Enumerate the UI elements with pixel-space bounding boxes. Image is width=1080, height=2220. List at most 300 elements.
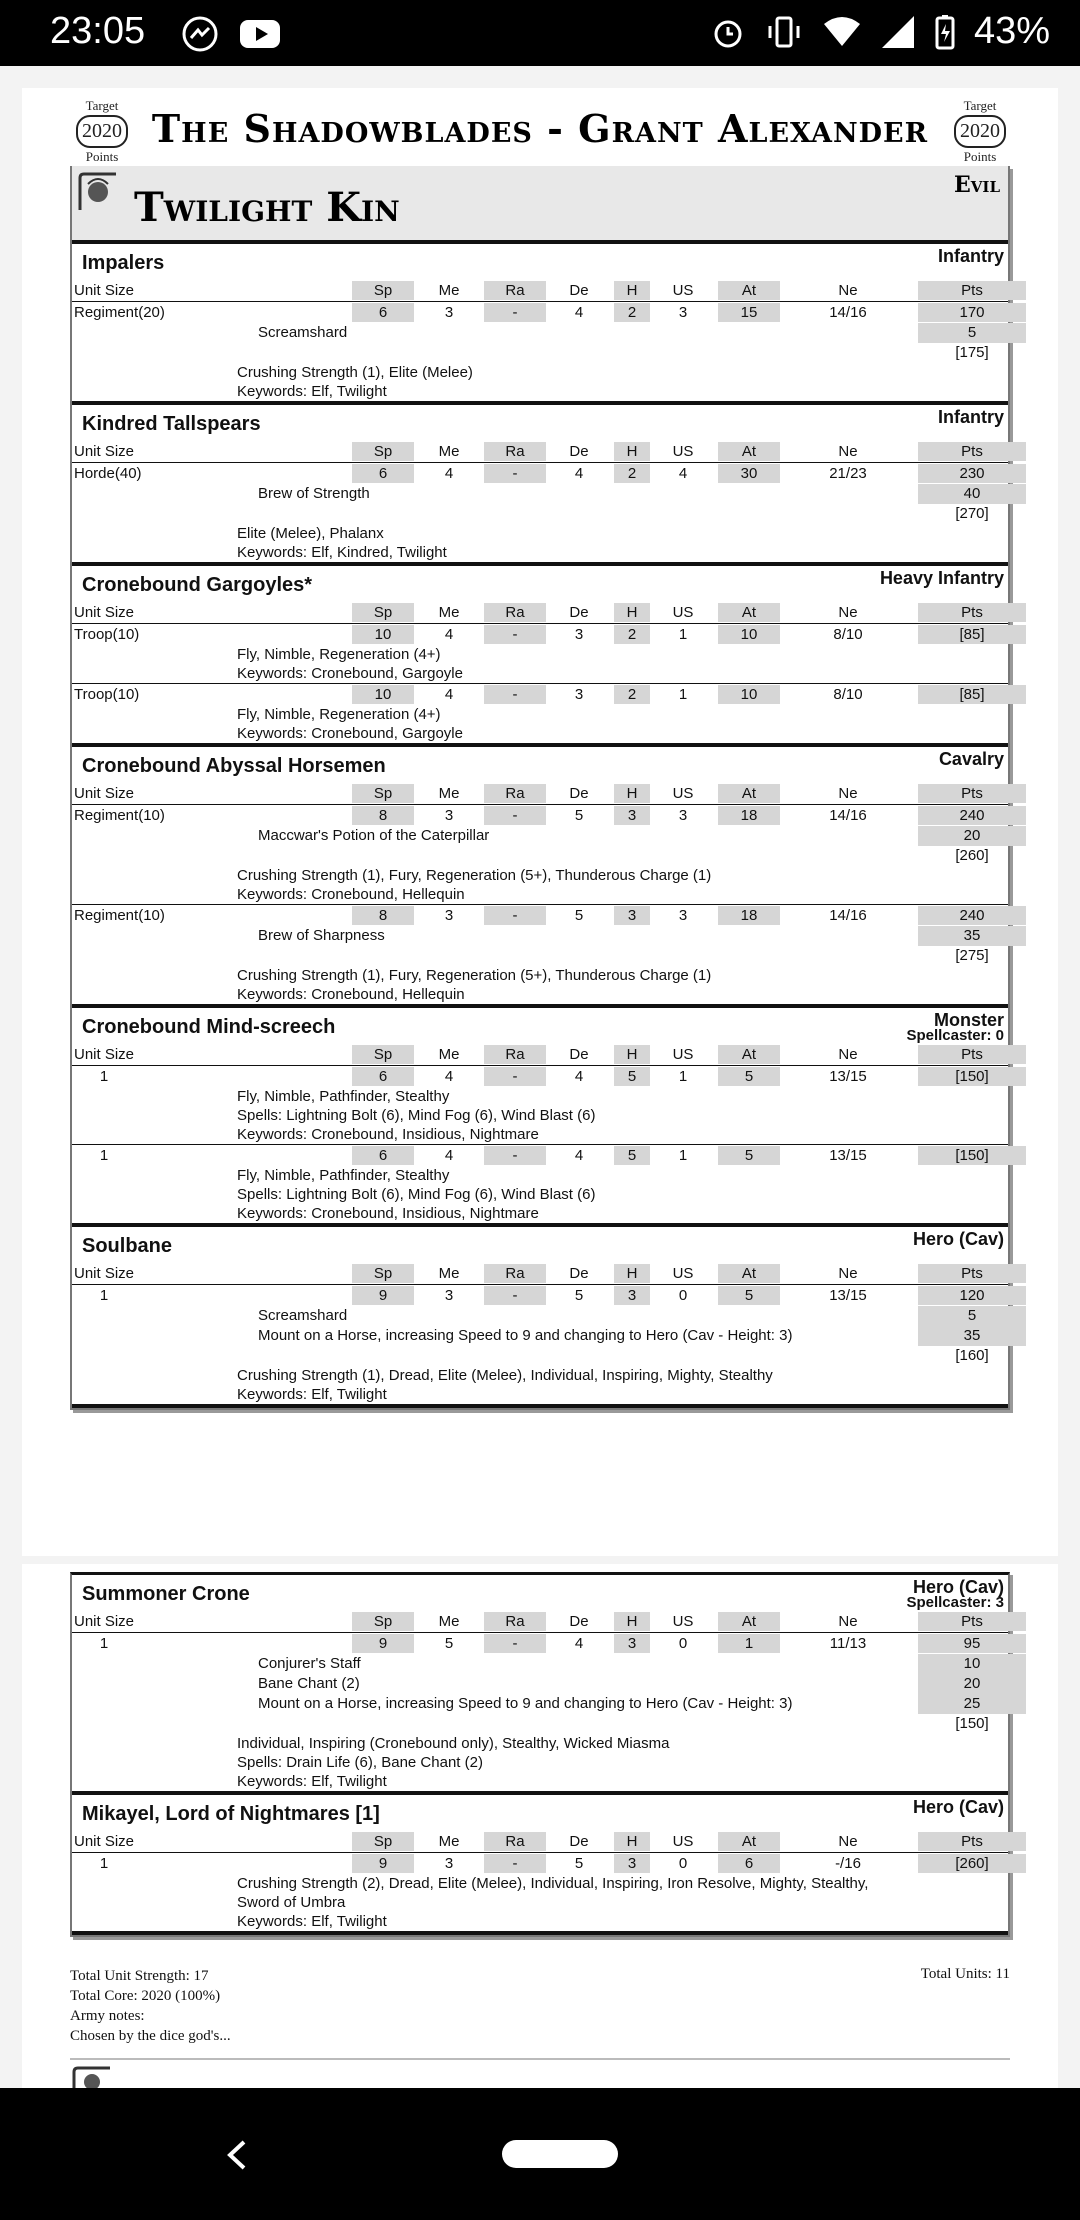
- stat-us: 1: [678, 1147, 688, 1164]
- special-rules: [72, 866, 1008, 904]
- column-header-ra: Ra: [484, 1612, 546, 1631]
- column-header-us: US: [672, 282, 694, 299]
- rule-line: Crushing Strength (1), Dread, Elite (Melee), Individual, Inspiring, Mighty, Stealthy: [237, 1367, 773, 1384]
- stat-ra: -: [484, 1067, 546, 1086]
- unit-header: [72, 566, 1008, 602]
- upgrade-item: [72, 484, 1008, 504]
- unit-card: [72, 747, 1008, 1008]
- unit-name: Cronebound Abyssal Horsemen: [82, 755, 386, 777]
- unit-name: Cronebound Mind-screech: [82, 1016, 336, 1038]
- column-header-us: US: [672, 443, 694, 460]
- signal-icon: [880, 14, 916, 50]
- battery-percent: 43%: [973, 10, 1050, 52]
- stat-ra: -: [484, 1634, 546, 1653]
- column-header-ra: Ra: [484, 1832, 546, 1851]
- column-header-at: At: [718, 603, 780, 622]
- total-unit-strength: Total Unit Strength: 17: [70, 1968, 209, 1984]
- column-header-pts: Pts: [918, 1045, 1026, 1064]
- stat-ra: -: [484, 303, 546, 322]
- stat-size: 1: [99, 1068, 109, 1085]
- stat-me: 3: [444, 1287, 454, 1304]
- home-pill-button[interactable]: [502, 2140, 618, 2168]
- stat-header-row: [72, 1611, 1008, 1633]
- stat-pts: [85]: [918, 625, 1026, 644]
- stat-me: 4: [444, 465, 454, 482]
- rule-line: Fly, Nimble, Regeneration (4+): [237, 646, 441, 663]
- rule-line: Spells: Lightning Bolt (6), Mind Fog (6), Wind Blast (6): [237, 1186, 596, 1203]
- special-rules: [72, 1734, 1008, 1791]
- total-points: [160]: [955, 1347, 989, 1364]
- stat-h: 3: [614, 806, 650, 825]
- wifi-icon: [822, 14, 862, 50]
- column-header-pts: Pts: [918, 442, 1026, 461]
- stat-size: Troop(10): [74, 686, 140, 703]
- column-header-de: De: [569, 1046, 589, 1063]
- stat-me: 3: [444, 1855, 454, 1872]
- stat-header-row: [72, 441, 1008, 463]
- stat-sp: 6: [352, 464, 414, 483]
- unit-header: [72, 1795, 1008, 1831]
- unit-name: Kindred Tallspears: [82, 413, 261, 435]
- total-points: [175]: [955, 344, 989, 361]
- unit-type: [913, 1231, 1004, 1247]
- stat-ne: 14/16: [829, 907, 867, 924]
- stat-me: 4: [444, 1068, 454, 1085]
- stat-us: 0: [678, 1287, 688, 1304]
- upgrade-item: [72, 1326, 1008, 1346]
- stat-de: 5: [574, 1287, 584, 1304]
- column-header-h: H: [614, 1612, 650, 1631]
- column-header-ra: Ra: [484, 281, 546, 300]
- army-notes: Chosen by the dice god's...: [70, 2028, 231, 2044]
- stat-row: [72, 805, 1008, 826]
- unit-card: [72, 566, 1008, 747]
- stat-ne: 8/10: [833, 686, 863, 703]
- rule-line: Keywords: Cronebound, Hellequin: [237, 986, 465, 1003]
- column-header-de: De: [569, 282, 589, 299]
- rule-line: Keywords: Cronebound, Gargoyle: [237, 725, 463, 742]
- special-rules: [72, 1087, 1008, 1144]
- stat-h: 2: [614, 685, 650, 704]
- column-header-at: At: [718, 1045, 780, 1064]
- column-header-ra: Ra: [484, 1264, 546, 1283]
- rule-line: Spells: Lightning Bolt (6), Mind Fog (6), Wind Blast (6): [237, 1107, 596, 1124]
- column-header-sp: Sp: [352, 442, 414, 461]
- stat-us: 1: [678, 1068, 688, 1085]
- column-header-pts: Pts: [918, 1612, 1026, 1631]
- stat-ra: -: [484, 1146, 546, 1165]
- stat-at: 10: [718, 625, 780, 644]
- upgrade-name: Maccwar's Potion of the Caterpillar: [258, 827, 490, 844]
- upgrade-points: 20: [918, 826, 1026, 846]
- upgrade-item: [72, 1306, 1008, 1326]
- upgrade-item: [72, 323, 1008, 343]
- stat-me: 3: [444, 907, 454, 924]
- rule-line: Crushing Strength (1), Fury, Regeneration (5+), Thunderous Charge (1): [237, 967, 712, 984]
- entry-total: [72, 946, 1008, 966]
- upgrade-name: Brew of Strength: [258, 485, 370, 502]
- unit-header: [72, 244, 1008, 280]
- column-header-ne: Ne: [838, 443, 858, 460]
- upgrade-name: Mount on a Horse, increasing Speed to 9 and changing to Hero (Cav - Height: 3): [258, 1695, 793, 1712]
- column-header-sp: Sp: [352, 281, 414, 300]
- stat-h: 5: [614, 1067, 650, 1086]
- divider: [70, 2058, 1010, 2060]
- rule-line: Keywords: Elf, Kindred, Twilight: [237, 544, 447, 561]
- stat-ra: -: [484, 1854, 546, 1873]
- stat-sp: 9: [352, 1286, 414, 1305]
- stat-row: [72, 1853, 1008, 1874]
- youtube-icon: [238, 14, 282, 54]
- stat-sp: 9: [352, 1854, 414, 1873]
- upgrade-points: 40: [918, 484, 1026, 504]
- column-header-ne: Ne: [838, 1046, 858, 1063]
- unit-type: [906, 1012, 1004, 1044]
- column-header-me: Me: [438, 282, 460, 299]
- unit-type-label: Cavalry: [938, 749, 1004, 769]
- special-rules: [72, 524, 1008, 562]
- stat-at: 5: [718, 1146, 780, 1165]
- column-header-me: Me: [438, 443, 460, 460]
- column-header-ra: Ra: [484, 442, 546, 461]
- stat-me: 3: [444, 304, 454, 321]
- rule-line: Keywords: Elf, Twilight: [237, 1913, 387, 1930]
- upgrade-points: 5: [918, 1306, 1026, 1326]
- total-points: [150]: [955, 1715, 989, 1732]
- army-totals: [70, 1966, 231, 2046]
- messenger-icon: [180, 14, 220, 54]
- stat-header-row: [72, 602, 1008, 624]
- stat-at: 5: [718, 1067, 780, 1086]
- column-header-us: US: [672, 604, 694, 621]
- points-label: Points: [85, 149, 119, 164]
- rule-line: Crushing Strength (1), Elite (Melee): [237, 364, 473, 381]
- stat-de: 4: [574, 465, 584, 482]
- stat-us: 0: [678, 1855, 688, 1872]
- unit-type-label: Monster: [933, 1010, 1004, 1030]
- upgrade-points: 5: [918, 323, 1026, 343]
- stat-ne: 14/16: [829, 807, 867, 824]
- spellcaster-level: Spellcaster: 0: [906, 1027, 1004, 1044]
- special-rules: [72, 966, 1008, 1004]
- unit-card: [72, 1795, 1008, 1935]
- stat-us: 3: [678, 304, 688, 321]
- column-header-me: Me: [438, 1265, 460, 1282]
- stat-row: [72, 463, 1008, 484]
- column-header-h: H: [614, 603, 650, 622]
- column-header-sp: Sp: [352, 1045, 414, 1064]
- upgrade-points: 20: [918, 1674, 1026, 1694]
- stat-ne: 8/10: [833, 626, 863, 643]
- stat-ra: -: [484, 625, 546, 644]
- target-label: Target: [963, 98, 997, 113]
- column-header-at: At: [718, 1612, 780, 1631]
- stat-ra: -: [484, 464, 546, 483]
- stat-sp: 10: [352, 685, 414, 704]
- entry-total: [72, 343, 1008, 363]
- entry-total: [72, 846, 1008, 866]
- column-header-size: Unit Size: [74, 443, 135, 460]
- stat-h: 3: [614, 1854, 650, 1873]
- column-header-sp: Sp: [352, 1612, 414, 1631]
- unit-card: [72, 244, 1008, 405]
- stat-row: [72, 1285, 1008, 1306]
- column-header-h: H: [614, 1264, 650, 1283]
- stat-header-row: [72, 1263, 1008, 1285]
- system-icons: [710, 10, 1050, 53]
- column-header-ra: Ra: [484, 603, 546, 622]
- rule-line: Crushing Strength (2), Dread, Elite (Melee), Individual, Inspiring, Iron Resolve, Mighty, Stealthy,: [237, 1875, 869, 1892]
- column-header-sp: Sp: [352, 784, 414, 803]
- army-frame: [70, 166, 1010, 1410]
- column-header-me: Me: [438, 1833, 460, 1850]
- stat-h: 2: [614, 464, 650, 483]
- rule-line: Keywords: Cronebound, Gargoyle: [237, 665, 463, 682]
- column-header-h: H: [614, 281, 650, 300]
- unit-card: [72, 405, 1008, 566]
- column-header-ne: Ne: [838, 604, 858, 621]
- stat-size: Regiment(10): [74, 907, 165, 924]
- stat-at: 30: [718, 464, 780, 483]
- stat-size: 1: [99, 1855, 109, 1872]
- spellcaster-level: Spellcaster: 3: [906, 1594, 1004, 1611]
- stat-de: 4: [574, 1147, 584, 1164]
- stat-row: [72, 684, 1008, 705]
- target-value: 2020: [954, 115, 1006, 148]
- upgrade-points: 10: [918, 1654, 1026, 1674]
- unit-header: [72, 1008, 1008, 1044]
- unit-type-label: Heavy Infantry: [879, 568, 1004, 588]
- special-rules: [72, 1166, 1008, 1223]
- unit-list-continued: [72, 1575, 1008, 1935]
- special-rules: [72, 705, 1008, 743]
- stat-at: 5: [718, 1286, 780, 1305]
- unit-name: Mikayel, Lord of Nightmares [1]: [82, 1803, 380, 1825]
- unit-type-label: Hero (Cav): [912, 1577, 1004, 1597]
- stat-me: 4: [444, 626, 454, 643]
- stat-header-row: [72, 1044, 1008, 1066]
- rule-line: Keywords: Elf, Twilight: [237, 1773, 387, 1790]
- stat-ne: 21/23: [829, 465, 867, 482]
- unit-type: [913, 1799, 1004, 1815]
- stat-size: Horde(40): [74, 465, 142, 482]
- stat-de: 5: [574, 907, 584, 924]
- rule-line: Keywords: Elf, Twilight: [237, 383, 387, 400]
- unit-name: Summoner Crone: [82, 1583, 250, 1605]
- column-header-sp: Sp: [352, 1832, 414, 1851]
- column-header-ne: Ne: [838, 282, 858, 299]
- stat-pts: 230: [918, 464, 1026, 483]
- stat-h: 3: [614, 1286, 650, 1305]
- column-header-at: At: [718, 1832, 780, 1851]
- rule-line: Keywords: Cronebound, Hellequin: [237, 886, 465, 903]
- column-header-at: At: [718, 1264, 780, 1283]
- stat-sp: 6: [352, 303, 414, 322]
- stat-us: 3: [678, 907, 688, 924]
- upgrade-item: [72, 1674, 1008, 1694]
- unit-type: [939, 751, 1004, 767]
- stat-header-row: [72, 783, 1008, 805]
- stat-de: 4: [574, 1635, 584, 1652]
- stat-me: 4: [444, 686, 454, 703]
- upgrade-item: [72, 1694, 1008, 1714]
- unit-header: [72, 1227, 1008, 1263]
- special-rules: [72, 363, 1008, 401]
- column-header-h: H: [614, 1045, 650, 1064]
- column-header-at: At: [718, 442, 780, 461]
- ornament-icon: [76, 170, 122, 216]
- column-header-de: De: [569, 1613, 589, 1630]
- stat-h: 3: [614, 906, 650, 925]
- column-header-size: Unit Size: [74, 1046, 135, 1063]
- column-header-us: US: [672, 1833, 694, 1850]
- rule-line: Individual, Inspiring (Cronebound only), Stealthy, Wicked Miasma: [237, 1735, 670, 1752]
- column-header-h: H: [614, 784, 650, 803]
- stat-at: 18: [718, 906, 780, 925]
- column-header-pts: Pts: [918, 603, 1026, 622]
- stat-row: [72, 905, 1008, 926]
- stat-ne: -/16: [835, 1855, 861, 1872]
- unit-name: Cronebound Gargoyles*: [82, 574, 313, 596]
- special-rules: [72, 645, 1008, 683]
- stat-de: 5: [574, 1855, 584, 1872]
- stat-pts: 120: [918, 1286, 1026, 1305]
- unit-type-label: Infantry: [937, 407, 1004, 427]
- stat-size: 1: [99, 1635, 109, 1652]
- rule-line: Spells: Drain Life (6), Bane Chant (2): [237, 1754, 483, 1771]
- stat-sp: 6: [352, 1146, 414, 1165]
- army-header: [72, 166, 1008, 244]
- column-header-h: H: [614, 1832, 650, 1851]
- column-header-de: De: [569, 604, 589, 621]
- stat-ne: 13/15: [829, 1068, 867, 1085]
- column-header-pts: Pts: [918, 1264, 1026, 1283]
- stat-h: 3: [614, 1634, 650, 1653]
- column-header-ra: Ra: [484, 784, 546, 803]
- stat-sp: 6: [352, 1067, 414, 1086]
- unit-header: [72, 1575, 1008, 1611]
- stat-us: 1: [678, 686, 688, 703]
- unit-type: [880, 570, 1004, 586]
- army-alignment: Evil: [954, 172, 1000, 198]
- stat-h: 2: [614, 303, 650, 322]
- total-points: [275]: [955, 947, 989, 964]
- upgrade-item: [72, 826, 1008, 846]
- target-value: 2020: [76, 115, 128, 148]
- unit-header: [72, 747, 1008, 783]
- points-label: Points: [963, 149, 997, 164]
- stat-us: 1: [678, 626, 688, 643]
- document-page-1: [22, 88, 1058, 1556]
- upgrade-name: Conjurer's Staff: [258, 1655, 361, 1672]
- stat-sp: 10: [352, 625, 414, 644]
- stat-size: 1: [99, 1287, 109, 1304]
- rule-line: Fly, Nimble, Regeneration (4+): [237, 706, 441, 723]
- stat-size: Regiment(20): [74, 304, 165, 321]
- column-header-sp: Sp: [352, 1264, 414, 1283]
- unit-list: [72, 244, 1008, 1408]
- unit-card: [72, 1227, 1008, 1408]
- stat-de: 4: [574, 1068, 584, 1085]
- unit-type-label: Hero (Cav): [912, 1229, 1004, 1249]
- stat-me: 5: [444, 1635, 454, 1652]
- stat-ra: -: [484, 806, 546, 825]
- upgrade-name: Mount on a Horse, increasing Speed to 9 and changing to Hero (Cav - Height: 3): [258, 1327, 793, 1344]
- stat-pts: 95: [918, 1634, 1026, 1653]
- column-header-us: US: [672, 1613, 694, 1630]
- stat-us: 3: [678, 807, 688, 824]
- stat-pts: [150]: [918, 1146, 1026, 1165]
- stat-ne: 13/15: [829, 1147, 867, 1164]
- rule-line: Crushing Strength (1), Fury, Regeneration (5+), Thunderous Charge (1): [237, 867, 712, 884]
- total-core: Total Core: 2020 (100%): [70, 1988, 221, 2004]
- stat-h: 2: [614, 625, 650, 644]
- column-header-pts: Pts: [918, 281, 1026, 300]
- back-icon[interactable]: [222, 2138, 252, 2172]
- total-points: [260]: [955, 847, 989, 864]
- stat-us: 0: [678, 1635, 688, 1652]
- upgrade-points: 35: [918, 926, 1026, 946]
- clock: 23:05: [50, 10, 146, 52]
- rule-line: Fly, Nimble, Pathfinder, Stealthy: [237, 1088, 450, 1105]
- column-header-de: De: [569, 1833, 589, 1850]
- army-name: Twilight Kin: [134, 184, 400, 231]
- stat-at: 1: [718, 1634, 780, 1653]
- upgrade-name: Bane Chant (2): [258, 1675, 360, 1692]
- total-points: [270]: [955, 505, 989, 522]
- column-header-me: Me: [438, 1613, 460, 1630]
- column-header-ne: Ne: [838, 1613, 858, 1630]
- column-header-me: Me: [438, 785, 460, 802]
- unit-card: [72, 1008, 1008, 1227]
- column-header-us: US: [672, 1046, 694, 1063]
- entry-total: [72, 1346, 1008, 1366]
- rule-line: Sword of Umbra: [237, 1894, 346, 1911]
- stat-at: 18: [718, 806, 780, 825]
- column-header-ne: Ne: [838, 1833, 858, 1850]
- unit-header: [72, 405, 1008, 441]
- stat-ra: -: [484, 1286, 546, 1305]
- stat-pts: 240: [918, 906, 1026, 925]
- column-header-size: Unit Size: [74, 604, 135, 621]
- stat-de: 4: [574, 304, 584, 321]
- stat-sp: 8: [352, 806, 414, 825]
- column-header-h: H: [614, 442, 650, 461]
- stat-size: Regiment(10): [74, 807, 165, 824]
- stat-row: [72, 1066, 1008, 1087]
- column-header-size: Unit Size: [74, 785, 135, 802]
- upgrade-name: Brew of Sharpness: [258, 927, 385, 944]
- column-header-size: Unit Size: [74, 1833, 135, 1850]
- column-header-pts: Pts: [918, 784, 1026, 803]
- unit-type: [906, 1579, 1004, 1611]
- stat-h: 5: [614, 1146, 650, 1165]
- battery-icon: [934, 14, 956, 50]
- column-header-de: De: [569, 1265, 589, 1282]
- upgrade-item: [72, 1654, 1008, 1674]
- column-header-size: Unit Size: [74, 1265, 135, 1282]
- stat-pts: [150]: [918, 1067, 1026, 1086]
- unit-name: Impalers: [82, 252, 165, 274]
- column-header-us: US: [672, 1265, 694, 1282]
- ornament-icon: [70, 2064, 120, 2088]
- notification-icons: [180, 14, 282, 54]
- entry-total: [72, 504, 1008, 524]
- rule-line: Elite (Melee), Phalanx: [237, 525, 384, 542]
- stat-me: 4: [444, 1147, 454, 1164]
- vibrate-icon: [764, 14, 804, 50]
- stat-sp: 9: [352, 1634, 414, 1653]
